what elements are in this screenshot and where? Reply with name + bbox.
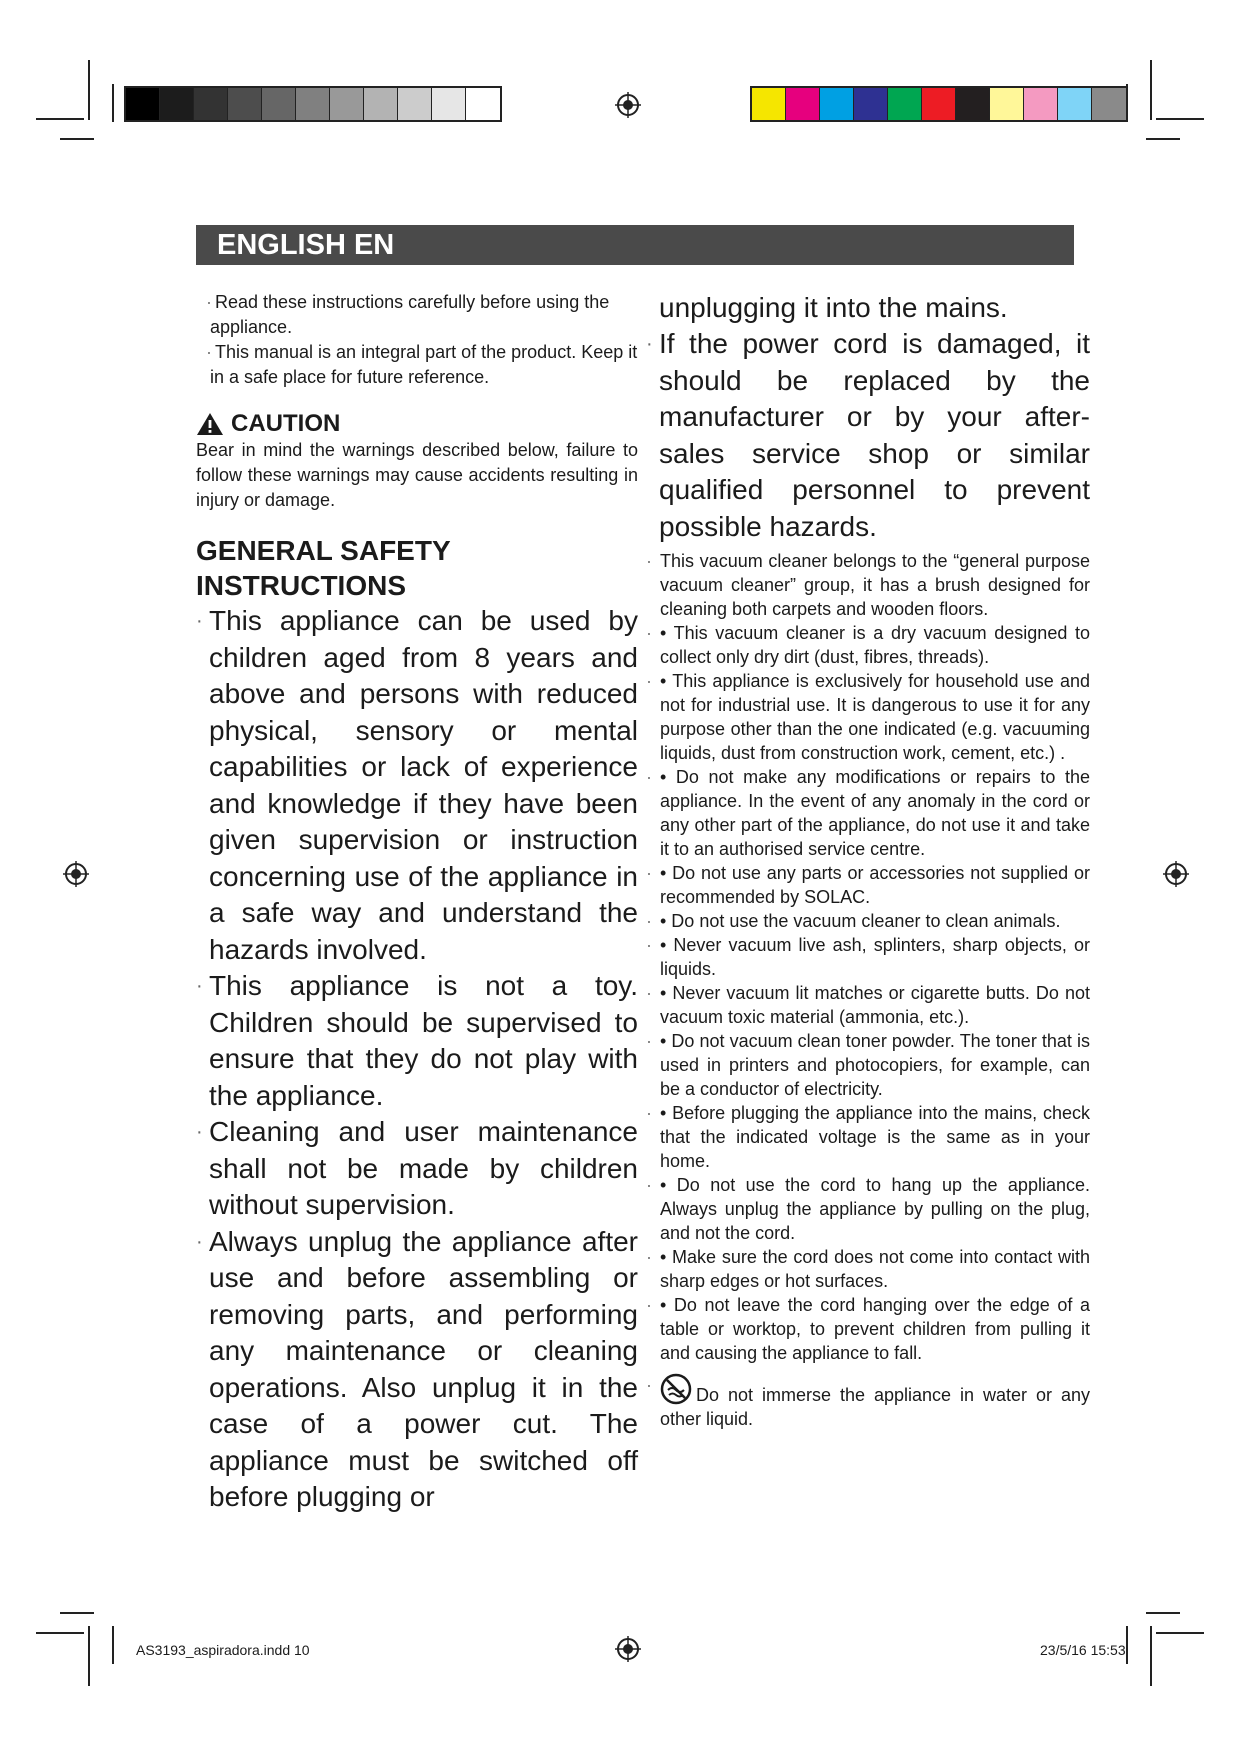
intro-item: · This manual is an integral part of the product. Keep it in a safe place for future reference. bbox=[206, 342, 638, 387]
right-column bbox=[646, 290, 1090, 1431]
calibration-swatch bbox=[820, 88, 854, 120]
language-header: ENGLISH EN bbox=[196, 225, 1074, 265]
detail-item: · • Never vacuum lit matches or cigarette butts. Do not vacuum toxic material (ammonia, etc.). bbox=[646, 983, 1090, 1027]
detail-item: · • Do not use the vacuum cleaner to clean animals. bbox=[646, 911, 1061, 931]
calibration-swatch bbox=[330, 88, 364, 120]
calibration-swatch bbox=[466, 88, 500, 120]
calibration-swatch bbox=[956, 88, 990, 120]
calibration-swatch bbox=[228, 88, 262, 120]
left-column bbox=[196, 290, 638, 1516]
detail-item-text: • Make sure the cord does not come into contact with sharp edges or hot surfaces. bbox=[660, 1247, 1090, 1291]
crop-mark bbox=[88, 1626, 90, 1686]
calibration-swatch bbox=[752, 88, 786, 120]
detail-item-text: • Do not vacuum clean toner powder. The toner that is used in printers and photocopiers, for example, can be a conductor of electricity. bbox=[660, 1031, 1090, 1099]
calibration-swatch bbox=[160, 88, 194, 120]
detail-item: · • Before plugging the appliance into the mains, check that the indicated voltage is the same as in your home. bbox=[646, 1103, 1090, 1171]
detail-item-text: • Never vacuum lit matches or cigarette butts. Do not vacuum toxic material (ammonia, etc.). bbox=[660, 983, 1090, 1027]
safety-item: · If the power cord is damaged, it should be replaced by the manufacturer or by your after-sales service shop or similar qualified personnel to prevent possible hazards. bbox=[646, 328, 1090, 542]
detail-item-text: • Do not use the cord to hang up the appliance. Always unplug the appliance by pulling on the plug, and not the cord. bbox=[660, 1175, 1090, 1243]
footer-date: 23/5/16 15:53 bbox=[1040, 1642, 1126, 1658]
detail-item-text: • Before plugging the appliance into the mains, check that the indicated voltage is the same as in your home. bbox=[660, 1103, 1090, 1171]
crop-mark bbox=[60, 138, 94, 140]
crop-mark bbox=[36, 1632, 84, 1634]
detail-item-text: • Do not use the vacuum cleaner to clean animals. bbox=[660, 911, 1061, 931]
crop-mark bbox=[60, 1612, 94, 1614]
calibration-swatch bbox=[432, 88, 466, 120]
detail-list-last bbox=[646, 1373, 1090, 1431]
calibration-swatch bbox=[194, 88, 228, 120]
crop-mark bbox=[1126, 1626, 1128, 1664]
detail-item-text: • Never vacuum live ash, splinters, sharp objects, or liquids. bbox=[660, 935, 1090, 979]
intro-text: Read these instructions carefully before using the appliance. bbox=[210, 292, 610, 337]
detail-item: · Do not immerse the appliance in water or any other liquid. bbox=[646, 1375, 1090, 1429]
crop-mark bbox=[1146, 138, 1180, 140]
detail-item-text: • Do not leave the cord hanging over the edge of a table or worktop, to prevent children from pulling it and causing the appliance to fall. bbox=[660, 1295, 1090, 1363]
calibration-swatch bbox=[126, 88, 160, 120]
intro-list bbox=[196, 290, 638, 390]
safety-item: · Always unplug the appliance after use and before assembling or removing parts, and performing any maintenance or cleaning operations. Also unplug it in the case of a power cut. The appliance must be switched off before plugging or bbox=[196, 1225, 638, 1512]
safety-item: · Cleaning and user maintenance shall not be made by children without supervision. bbox=[196, 1116, 638, 1220]
caution-text: Bear in mind the warnings described below, failure to follow these warnings may cause accidents resulting in injury or damage. bbox=[196, 440, 638, 510]
calibration-swatch bbox=[364, 88, 398, 120]
registration-mark-icon bbox=[1163, 861, 1189, 887]
detail-item-text: • This appliance is exclusively for household use and not for industrial use. It is dangerous to use it for any purpose other than the one indicated (e.g. vacuuming liquids, dust from construction work, cement, etc.) . bbox=[660, 671, 1090, 763]
detail-item-text: • This vacuum cleaner is a dry vacuum designed to collect only dry dirt (dust, fibres, threads). bbox=[660, 623, 1090, 667]
detail-list bbox=[646, 549, 1090, 1365]
detail-item: · • Do not leave the cord hanging over the edge of a table or worktop, to prevent children from pulling it and causing the appliance to fall. bbox=[646, 1295, 1090, 1363]
no-water-icon bbox=[660, 1373, 692, 1405]
detail-item-text: • Do not use any parts or accessories not supplied or recommended by SOLAC. bbox=[660, 863, 1090, 907]
calibration-swatch bbox=[262, 88, 296, 120]
right-safety-list bbox=[646, 326, 1090, 545]
safety-item: · This appliance can be used by children aged from 8 years and above and persons with reduced physical, sensory or mental capabilities or lack of experience and knowledge if they have been given supervision or instruction concerning use of the appliance in a safe way and understand the hazards involved. bbox=[196, 605, 638, 965]
caution-label: CAUTION bbox=[231, 410, 341, 437]
calibration-swatch bbox=[888, 88, 922, 120]
crop-mark bbox=[1150, 60, 1152, 120]
footer-filename: AS3193_aspiradora.indd 10 bbox=[136, 1642, 310, 1658]
continuation-text: unplugging it into the mains. bbox=[659, 292, 1008, 323]
calibration-swatch bbox=[990, 88, 1024, 120]
calibration-swatch bbox=[854, 88, 888, 120]
caution-title bbox=[196, 410, 638, 438]
calibration-swatch bbox=[296, 88, 330, 120]
calibration-swatch bbox=[398, 88, 432, 120]
detail-item: · • Do not vacuum clean toner powder. The toner that is used in printers and photocopiers, for example, can be a conductor of electricity. bbox=[646, 1031, 1090, 1099]
crop-mark bbox=[1146, 1612, 1180, 1614]
calibration-swatch bbox=[1024, 88, 1058, 120]
detail-item-text: This vacuum cleaner belongs to the “general purpose vacuum cleaner” group, it has a brush designed for cleaning both carpets and wooden floors. bbox=[660, 551, 1090, 619]
detail-item: · • Do not use the cord to hang up the appliance. Always unplug the appliance by pulling on the plug, and not the cord. bbox=[646, 1175, 1090, 1243]
calibration-swatch bbox=[1092, 88, 1126, 120]
detail-item-text: Do not immerse the appliance in water or any other liquid. bbox=[660, 1385, 1090, 1429]
intro-text: This manual is an integral part of the product. Keep it in a safe place for future reference. bbox=[210, 342, 638, 387]
safety-item: · This appliance is not a toy. Children should be supervised to ensure that they do not play with the appliance. bbox=[196, 970, 638, 1111]
safety-item-text: This appliance is not a toy. Children should be supervised to ensure that they do not play with the appliance. bbox=[209, 970, 638, 1111]
calibration-swatch bbox=[922, 88, 956, 120]
crop-mark bbox=[88, 60, 90, 120]
section-heading: GENERAL SAFETY INSTRUCTIONS bbox=[196, 535, 451, 601]
safety-item-text: Cleaning and user maintenance shall not be made by children without supervision. bbox=[209, 1116, 638, 1220]
calibration-swatch bbox=[1058, 88, 1092, 120]
safety-item-text: This appliance can be used by children aged from 8 years and above and persons with reduced physical, sensory or mental capabilities or lack of experience and knowledge if they have been given supervision or instruction concerning use of the appliance in a safe way and understand the hazards involved. bbox=[209, 605, 638, 965]
crop-mark bbox=[36, 118, 84, 120]
detail-item: · • Do not use any parts or accessories not supplied or recommended by SOLAC. bbox=[646, 863, 1090, 907]
crop-mark bbox=[1156, 1632, 1204, 1634]
detail-item-text: • Do not make any modifications or repairs to the appliance. In the event of any anomaly in the cord or any other part of the appliance, do not use it and take it to an authorised service centre. bbox=[660, 767, 1090, 859]
registration-mark-icon bbox=[615, 1636, 641, 1662]
crop-mark bbox=[112, 1626, 114, 1664]
color-calibration-bar bbox=[750, 86, 1128, 122]
intro-item: · Read these instructions carefully before using the appliance. bbox=[206, 292, 610, 337]
crop-mark bbox=[1150, 1626, 1152, 1686]
safety-item-text: Always unplug the appliance after use and before assembling or removing parts, and performing any maintenance or cleaning operations. Also unplug it in the case of a power cut. The appliance must be switched off before plugging or bbox=[209, 1225, 638, 1512]
detail-item: · • Never vacuum live ash, splinters, sharp objects, or liquids. bbox=[646, 935, 1090, 979]
calibration-swatch bbox=[786, 88, 820, 120]
detail-item: · • This vacuum cleaner is a dry vacuum designed to collect only dry dirt (dust, fibres, threads). bbox=[646, 623, 1090, 667]
registration-mark-icon bbox=[63, 861, 89, 887]
safety-list bbox=[196, 603, 638, 1516]
crop-mark bbox=[112, 84, 114, 122]
crop-mark bbox=[1156, 118, 1204, 120]
grayscale-calibration-bar bbox=[124, 86, 502, 122]
registration-mark-icon bbox=[615, 92, 641, 118]
safety-item-text: If the power cord is damaged, it should be replaced by the manufacturer or by your after-sales service shop or similar qualified personnel to prevent possible hazards. bbox=[659, 328, 1090, 542]
warning-triangle-icon bbox=[196, 412, 224, 436]
detail-item: · • Do not make any modifications or repairs to the appliance. In the event of any anomaly in the cord or any other part of the appliance, do not use it and take it to an authorised service centre. bbox=[646, 767, 1090, 859]
detail-item: · This vacuum cleaner belongs to the “general purpose vacuum cleaner” group, it has a brush designed for cleaning both carpets and wooden floors. bbox=[646, 551, 1090, 619]
detail-item: · • Make sure the cord does not come into contact with sharp edges or hot surfaces. bbox=[646, 1247, 1090, 1291]
detail-item: · • This appliance is exclusively for household use and not for industrial use. It is dangerous to use it for any purpose other than the one indicated (e.g. vacuuming liquids, dust from construction work, cement, etc.) . bbox=[646, 671, 1090, 763]
